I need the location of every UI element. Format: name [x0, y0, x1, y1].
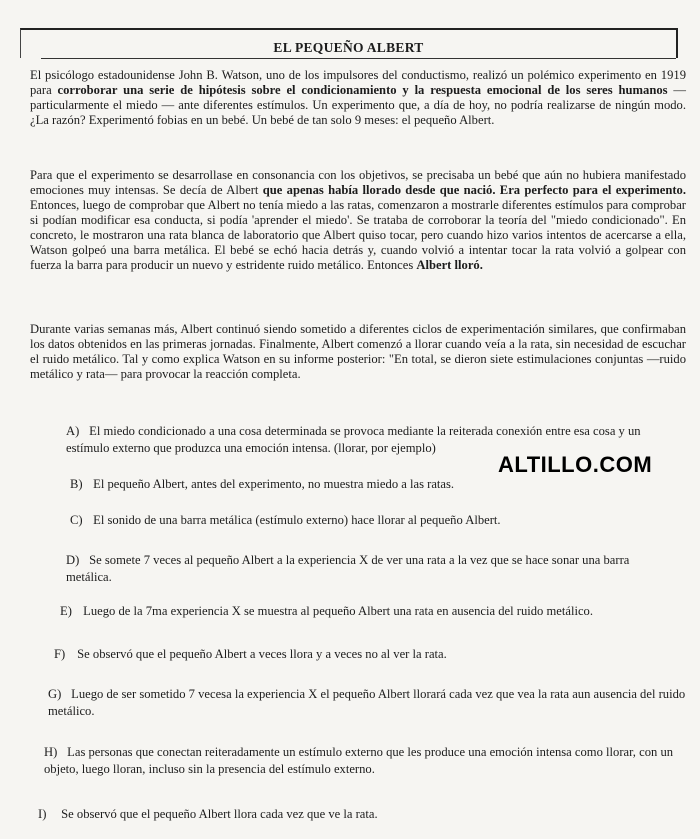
title-frame — [20, 28, 678, 58]
option-c — [70, 512, 670, 529]
paragraph-intro-text-a: El psicólogo estadounidense John B. Watson, uno de los impulsores del conductismo, realizó un polémico experimento en 1919 para — [30, 68, 686, 97]
title-underline — [41, 58, 676, 59]
option-text: El sonido de una barra metálica (estímulo externo) hace llorar al pequeño Albert. — [93, 513, 501, 527]
paragraph-intro-text-c: —particularmente el miedo — ante diferentes estímulos. Un experimento que, a día de hoy, no podría realizarse de ningún modo. ¿La razón? Experimentó fobias en un bebé. Un bebé de tan solo 9 meses: el pequeño Albert. — [30, 83, 686, 127]
paragraph-experiment-bold: que apenas había llorado desde que nació. Era perfecto para el experimento. — [262, 183, 686, 197]
option-letter: E) — [60, 604, 72, 618]
option-h — [44, 744, 694, 778]
option-text: Se observó que el pequeño Albert llora cada vez que ve la rata. — [61, 807, 378, 821]
option-letter: G) — [48, 687, 62, 701]
option-e — [60, 603, 690, 620]
watermark: ALTILLO.COM — [498, 452, 653, 477]
paragraph-experiment-text-c: Entonces, luego de comprobar que Albert no tenía miedo a las ratas, comenzaron a mostrarle diferentes estímulos para comprobar si podían modificar esa conducta, si podía 'aprender el miedo'. Se trataba de corroborar la teoría del "miedo condicionado". En concreto, le mostraron una rata blanca de laboratorio que Albert quiso tocar, pero cuando hizo varios intentos de acercarse a ella, Watson golpeó una barra metálica. El bebé se echó hacia detrás y, cuando volvió a intentar tocar la rata volvió a golpear con fuerza la barra para producir un nuevo y estridente ruido metálico. Entonces — [30, 198, 686, 272]
option-letter: C) — [70, 513, 83, 527]
option-text: Se observó que el pequeño Albert a veces llora y a veces no al ver la rata. — [77, 647, 447, 661]
paragraph-experiment — [30, 168, 686, 273]
option-i — [38, 806, 678, 823]
option-letter: H) — [44, 745, 58, 759]
option-letter: I) — [38, 807, 47, 821]
paragraph-experiment-bold-end: Albert lloró. — [416, 258, 483, 272]
option-f — [54, 646, 684, 663]
option-text: Luego de ser sometido 7 vecesa la experiencia X el pequeño Albert llorará cada vez que vea la rata aun ausencia del ruido metálico. — [48, 687, 686, 718]
option-text: Luego de la 7ma experiencia X se muestra al pequeño Albert una rata en ausencia del ruido metálico. — [83, 604, 593, 618]
option-b — [70, 476, 500, 493]
option-letter: F) — [54, 647, 66, 661]
page-title: EL PEQUEÑO ALBERT — [273, 40, 424, 55]
option-text: Las personas que conectan reiteradamente un estímulo externo que les produce una emoción intensa como llorar, con un objeto, luego lloran, incluso sin la presencia del estímulo externo. — [44, 745, 674, 776]
paragraph-results: Durante varias semanas más, Albert continuó siendo sometido a diferentes ciclos de experimentación similares, que confirmaban los datos obtenidos en las primeras jornadas. Finalmente, Albert comenzó a llorar cuando veía a la rata, sin necesidad de escuchar el ruido metálico. Tal y como explica Watson en su informe posterior: "En total, se dieron siete estimulaciones conjuntas —ruido metálico y rata— para provocar la reacción completa. — [30, 322, 686, 381]
option-d — [66, 552, 678, 586]
option-text: El miedo condicionado a una cosa determinada se provoca mediante la reiterada conexión entre esa cosa y un estímulo externo que produzca una emoción intensa. (llorar, por ejemplo) — [66, 424, 641, 455]
paragraph-experiment-text-a: Para que el experimento se desarrollase en consonancia con los objetivos, se precisaba un bebé que aún no hubiera manifestado emociones muy intensas. Se decía de Albert — [30, 168, 686, 197]
option-letter: D) — [66, 553, 80, 567]
option-text: Se somete 7 veces al pequeño Albert a la experiencia X de ver una rata a la vez que se hace sonar una barra metálica. — [66, 553, 630, 584]
option-letter: A) — [66, 424, 80, 438]
option-a — [66, 423, 678, 457]
paragraph-intro-bold: corroborar una serie de hipótesis sobre el condicionamiento y la respuesta emocional de los seres humanos — [57, 83, 668, 97]
option-text: El pequeño Albert, antes del experimento, no muestra miedo a las ratas. — [93, 477, 455, 491]
option-g — [48, 686, 694, 720]
option-letter: B) — [70, 477, 83, 491]
paragraph-intro — [30, 68, 686, 128]
